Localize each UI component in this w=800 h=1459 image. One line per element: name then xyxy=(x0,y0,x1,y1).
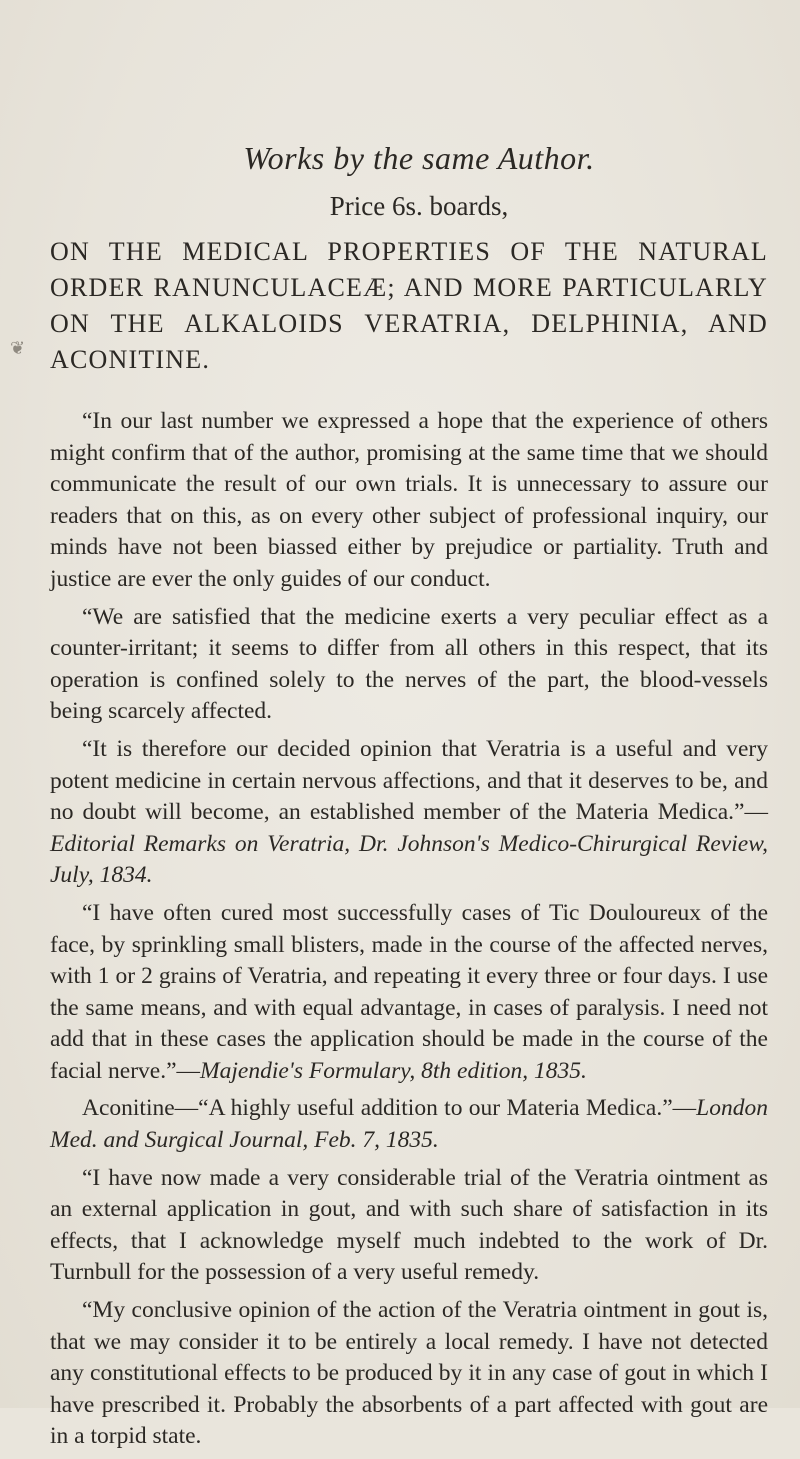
paragraph-text: “I have now made a very considerable trial of the Veratria ointment as an external application in gout, and with such share of satisfaction in its effects, that I acknowledge myself much indebted to the work of Dr. Turnbull for the possession of a very useful remedy. xyxy=(50,1164,768,1286)
price-line: Price 6s. boards, xyxy=(329,191,509,221)
paragraph-text: “My conclusive opinion of the action of the Veratria ointment in gout is, that we may consider it to be entirely a local remedy. I have not detected any constitutional effects to be produced by it in any case of gout in which I have prescribed it. Probably the absorbents of a part affected with gout are in a torpid state. xyxy=(50,1297,768,1450)
paragraph-4 xyxy=(50,898,768,1088)
paragraph-text: “It is therefore our decided opinion that Veratria is a useful and very potent medicine in certain nervous affections, and that it deserves to be, and no doubt will become, an established member of the Materia Medica.”— xyxy=(50,735,768,826)
paragraph-3 xyxy=(50,734,768,892)
paragraph-text: Aconitine—“A highly useful addition to our Materia Medica.”— xyxy=(82,1095,697,1122)
paragraph-5 xyxy=(50,1093,768,1156)
citation: Majendie's Formulary, 8th edition, 1835. xyxy=(200,1057,587,1084)
book-title: ON THE MEDICAL PROPERTIES OF THE NATURAL ORDER RANUNCULACEÆ; AND MORE PARTICULARLY ON THE ALKALOIDS VERATRIA, DELPHINIA, AND ACONITINE. xyxy=(50,237,768,374)
paragraph-7 xyxy=(50,1295,768,1453)
paragraph-text: “In our last number we expressed a hope that the experience of others might confirm that of the author, promising at the same time that we should communicate the result of our own trials. It is unnecessary to assure our readers that on this, as on every other subject of professional inquiry, our minds have not been biassed either by prejudice or partiality. Truth and justice are ever the only guides of our conduct. xyxy=(50,408,768,592)
citation: London Med. and Surgical Journal, Feb. 7, 1835. xyxy=(50,1095,768,1154)
page-content xyxy=(50,140,768,1459)
paragraph-1 xyxy=(50,406,768,596)
paragraph-2 xyxy=(50,602,768,728)
paragraph-text: “I have often cured most successfully cases of Tic Douloureux of the face, by sprinkling small blisters, made in the course of the affected nerves, with 1 or 2 grains of Veratria, and repeating it every three or four days. I use the same means, and with equal advantage, in cases of paralysis. I need not add that in these cases the application should be made in the course of the facial nerve.”— xyxy=(50,899,768,1084)
page-heading: Works by the same Author. xyxy=(243,140,595,176)
citation: Editorial Remarks on Veratria, Dr. Johnson's Medico-Chirurgical Review, July, 1834. xyxy=(50,830,768,889)
paragraph-text: “We are satisfied that the medicine exerts a very peculiar effect as a counter-irritant; it seems to differ from all others in this respect, that its operation is confined solely to the nerves of the part, the blood-vessels being scarcely affected. xyxy=(50,603,768,725)
margin-ornament: ❦ xyxy=(10,338,26,359)
paragraph-6 xyxy=(50,1163,768,1289)
